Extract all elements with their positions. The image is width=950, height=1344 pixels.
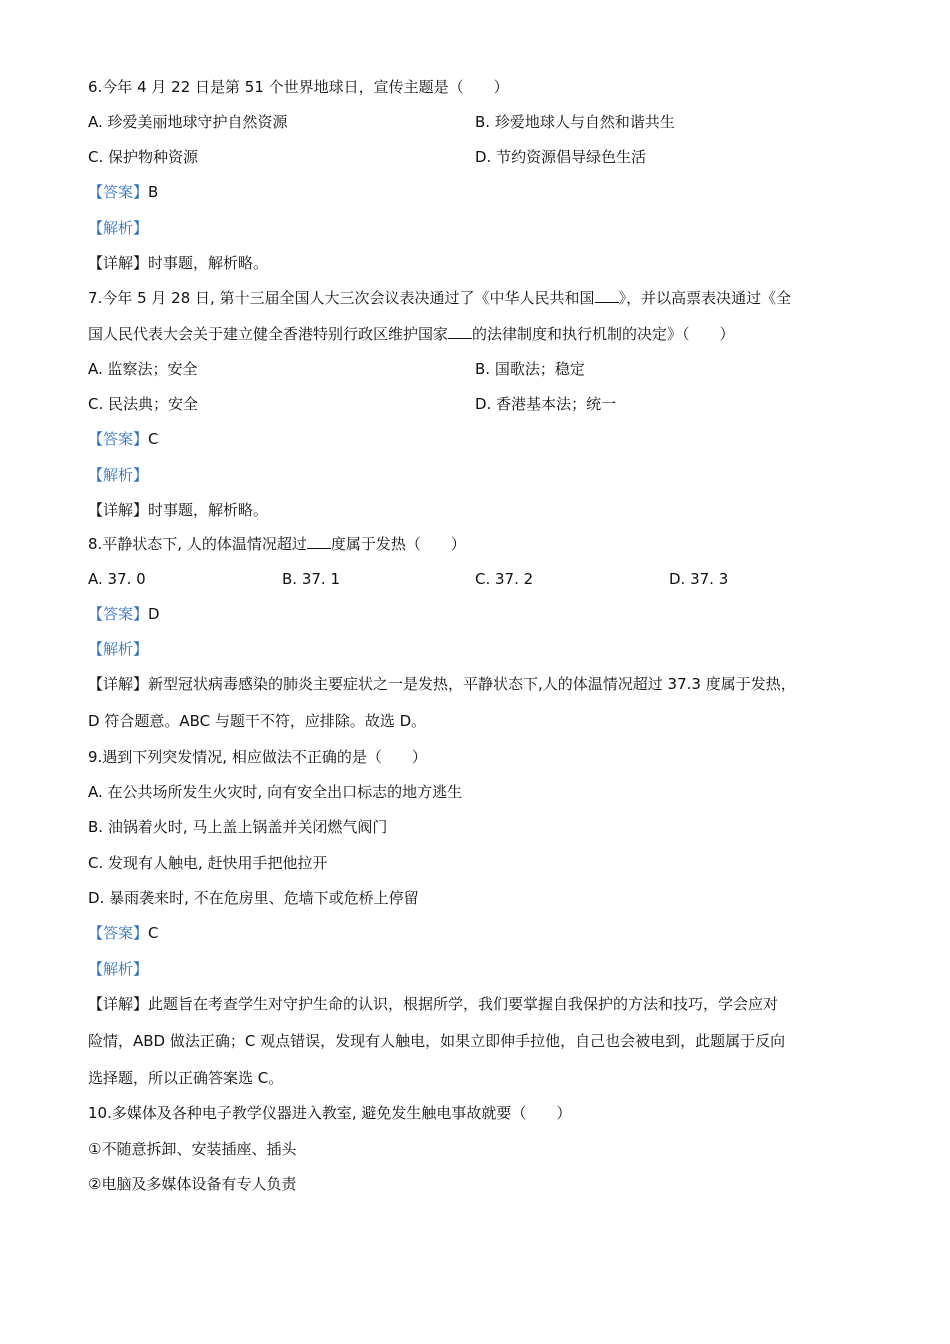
q7-blank-2 xyxy=(448,324,472,339)
q8-option-b: B. 37. 1 xyxy=(282,570,340,588)
analysis-label: 【解析】 xyxy=(88,219,149,237)
q7-blank-1 xyxy=(595,288,619,303)
q8-answer-value: D xyxy=(148,605,160,623)
q7-stem-1b: 》，并以高票表决通过《全 xyxy=(618,289,792,307)
q7-option-b: B. 国歌法；稳定 xyxy=(475,360,585,378)
detail-label: 【详解】 xyxy=(88,254,149,272)
analysis-label: 【解析】 xyxy=(88,640,149,658)
q10-item-1: ①不随意拆卸、安装插座、插头 xyxy=(88,1140,297,1158)
q8-answer xyxy=(88,604,160,624)
q8-option-c: C. 37. 2 xyxy=(475,570,534,588)
q7-stem-line-2 xyxy=(88,324,735,344)
q7-analysis xyxy=(88,465,148,485)
q6-option-d: D. 节约资源倡导绿色生活 xyxy=(475,148,647,166)
q9-stem: 9.遇到下列突发情况, 相应做法不正确的是（ ） xyxy=(88,748,427,766)
q7-option-c: C. 民法典；安全 xyxy=(88,395,199,413)
q9-detail-line-2: 险情，ABD 做法正确；C 观点错误，发现有人触电，如果立即伸手拉他，自己也会被电到，此题属于反向 xyxy=(88,1032,786,1050)
q10-item-2: ②电脑及多媒体设备有专人负责 xyxy=(88,1175,297,1193)
q6-stem: 6.今年 4 月 22 日是第 51 个世界地球日，宣传主题是（ ） xyxy=(88,78,509,96)
q7-stem-line-1 xyxy=(88,288,791,308)
q7-option-a: A. 监察法；安全 xyxy=(88,360,198,378)
q6-detail xyxy=(88,253,268,273)
q7-stem-2a: 国人民代表大会关于建立健全香港特别行政区维护国家 xyxy=(88,325,449,343)
q9-detail-line-1 xyxy=(88,994,778,1014)
q8-analysis xyxy=(88,639,148,659)
q6-detail-text: 时事题，解析略。 xyxy=(148,254,269,272)
answer-label: 【答案】 xyxy=(88,924,149,942)
q8-detail-line-2: D 符合题意。ABC 与题干不符，应排除。故选 D。 xyxy=(88,712,427,730)
answer-label: 【答案】 xyxy=(88,605,149,623)
q7-answer xyxy=(88,429,159,449)
q8-stem-a: 8.平静状态下, 人的体温情况超过 xyxy=(88,535,307,553)
q7-option-d: D. 香港基本法；统一 xyxy=(475,395,617,413)
q7-detail xyxy=(88,500,268,520)
q8-option-a: A. 37. 0 xyxy=(88,570,146,588)
q8-stem xyxy=(88,534,466,554)
detail-label: 【详解】 xyxy=(88,675,149,693)
analysis-label: 【解析】 xyxy=(88,466,149,484)
detail-label: 【详解】 xyxy=(88,995,149,1013)
answer-label: 【答案】 xyxy=(88,430,149,448)
q7-stem-1a: 7.今年 5 月 28 日, 第十三届全国人大三次会议表决通过了《中华人民共和国 xyxy=(88,289,595,307)
q8-detail-line-1 xyxy=(88,674,796,694)
q8-option-d: D. 37. 3 xyxy=(669,570,729,588)
detail-label: 【详解】 xyxy=(88,501,149,519)
q9-option-c: C. 发现有人触电, 赶快用手把他拉开 xyxy=(88,854,328,872)
q7-detail-text: 时事题，解析略。 xyxy=(148,501,269,519)
q7-answer-value: C xyxy=(148,430,159,448)
answer-label: 【答案】 xyxy=(88,183,149,201)
q6-answer-value: B xyxy=(148,183,159,201)
q6-analysis xyxy=(88,218,148,238)
q8-stem-b: 度属于发热（ ） xyxy=(330,535,466,553)
q9-option-a: A. 在公共场所发生火灾时, 向有安全出口标志的地方逃生 xyxy=(88,783,463,801)
q9-answer-value: C xyxy=(148,924,159,942)
q6-option-c: C. 保护物种资源 xyxy=(88,148,199,166)
q9-detail-line-3: 选择题，所以正确答案选 C。 xyxy=(88,1069,284,1087)
q9-analysis xyxy=(88,959,148,979)
q9-answer xyxy=(88,923,159,943)
q6-option-b: B. 珍爱地球人与自然和谐共生 xyxy=(475,113,675,131)
q8-detail-text-1: 新型冠状病毒感染的肺炎主要症状之一是发热，平静状态下,人的体温情况超过 37.3 度属于发热， xyxy=(148,675,796,693)
q9-option-b: B. 油锅着火时, 马上盖上锅盖并关闭燃气阀门 xyxy=(88,818,388,836)
q9-option-d: D. 暴雨袭来时, 不在危房里、危墙下或危桥上停留 xyxy=(88,889,419,907)
q9-detail-text-1: 此题旨在考查学生对守护生命的认识，根据所学，我们要掌握自我保护的方法和技巧，学会应对 xyxy=(148,995,779,1013)
q7-stem-2b: 的法律制度和执行机制的决定》（ ） xyxy=(472,325,735,343)
analysis-label: 【解析】 xyxy=(88,960,149,978)
q10-stem: 10.多媒体及各种电子教学仪器进入教室, 避免发生触电事故就要（ ） xyxy=(88,1104,572,1122)
q6-option-a: A. 珍爱美丽地球守护自然资源 xyxy=(88,113,288,131)
q8-blank xyxy=(307,534,331,549)
q6-answer xyxy=(88,182,158,202)
